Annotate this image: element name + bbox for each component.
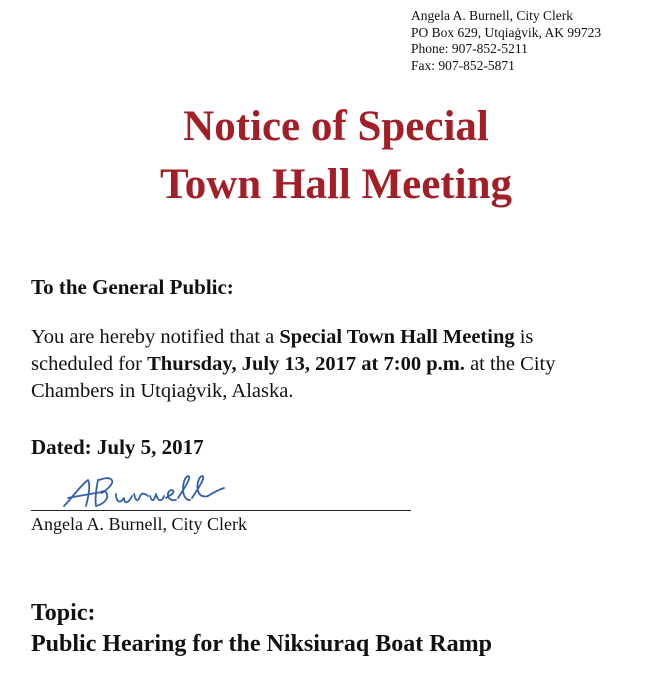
body-text-1: You are hereby notified that a xyxy=(31,326,280,348)
title-line-2: Town Hall Meeting xyxy=(160,161,512,208)
sender-address: PO Box 629, Utqiaġvik, AK 99723 xyxy=(411,24,602,40)
sender-name: Angela A. Burnell, City Clerk xyxy=(411,8,573,23)
sender-block xyxy=(411,8,601,74)
body-line-1 xyxy=(31,324,631,351)
notice-title xyxy=(0,98,672,214)
body-text-2: is xyxy=(514,326,534,348)
body-bold-meeting: Special Town Hall Meeting xyxy=(279,326,515,348)
notice-body xyxy=(31,324,631,405)
title-line-1: Notice of Special xyxy=(183,103,489,150)
signature-line xyxy=(31,510,411,511)
sender-phone: Phone: 907-852-5211 xyxy=(411,41,528,56)
topic-text: Public Hearing for the Niksiuraq Boat Ramp xyxy=(31,631,492,657)
signer-name: Angela A. Burnell, City Clerk xyxy=(31,514,247,534)
dated-line: Dated: July 5, 2017 xyxy=(31,435,204,459)
handwritten-signature xyxy=(58,472,258,514)
body-text-3: scheduled for xyxy=(31,353,148,375)
sender-fax: Fax: 907-852-5871 xyxy=(411,57,515,73)
topic-label: Topic: xyxy=(31,600,96,626)
salutation: To the General Public: xyxy=(31,275,234,299)
body-line-3: Chambers in Utqiaġvik, Alaska. xyxy=(31,380,294,402)
body-line-2 xyxy=(31,351,631,378)
body-text-4: at the City xyxy=(464,353,556,375)
topic-block xyxy=(31,598,492,660)
body-bold-datetime: Thursday, July 13, 2017 at 7:00 p.m. xyxy=(147,353,465,375)
